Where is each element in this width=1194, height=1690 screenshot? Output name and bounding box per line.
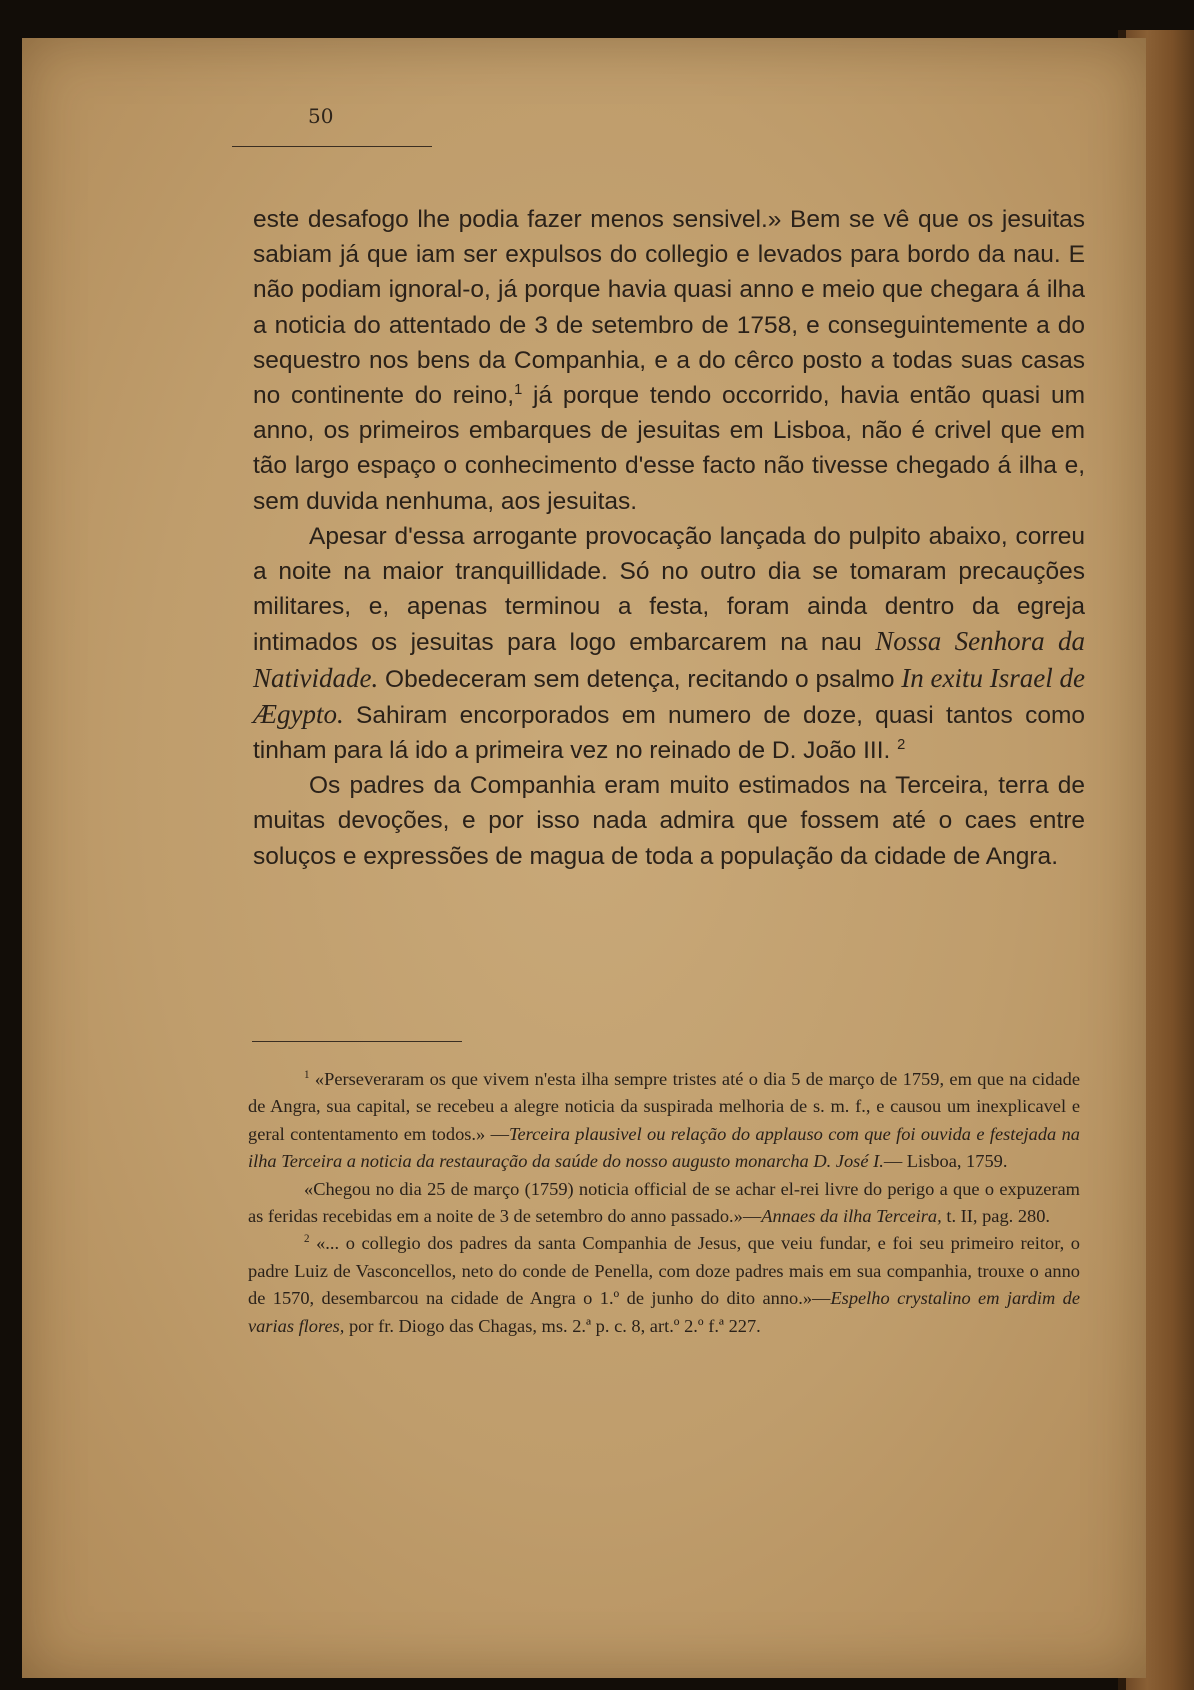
footnote-marker: 1 (304, 1068, 310, 1081)
paragraph-1 (253, 202, 1085, 519)
footnote-ref[interactable]: 1 (514, 381, 523, 398)
paragraph-2 (253, 519, 1085, 768)
footnote-source: Terceira plausivel ou relação do applauso com que foi ouvida e festejada na ilha Terceira a noticia da restauração da saúde do nosso augusto monarcha D. José I. (248, 1123, 1080, 1172)
footnote-source: Annaes da ilha Terceira, (761, 1206, 942, 1227)
footnote-text: por fr. Diogo das Chagas, ms. 2.ª p. c. 8, art.º 2.º f.ª 227. (344, 1315, 761, 1336)
footnote-text: «Perseveraram os que vivem n'esta ilha sempre tristes até o dia 5 de março de 1759, em que na cidade de Angra, sua capital, se recebeu a alegre noticia da suspirada melhoria de s. m. f., e causou um inexplicavel e geral contentamento em todos.» — (248, 1069, 1080, 1144)
footnote-text: «Chegou no dia 25 de março (1759) noticia official de se achar el-rei livre do perigo a que o expuzeram as feridas recebidas em a noite de 3 de setembro do anno passado.»— (248, 1178, 1080, 1227)
footnote-1-cont (248, 1176, 1080, 1231)
footnote-source: Espelho crystalino em jardim de varias flores, (248, 1288, 1080, 1336)
footnote-1 (248, 1066, 1080, 1176)
header-rule (232, 146, 432, 147)
footnote-ref[interactable]: 2 (897, 736, 906, 753)
page-number: 50 (308, 104, 334, 128)
paragraph-text: Obedeceram sem detença, recitando o psalmo (378, 665, 902, 693)
paragraph-text: Apesar d'essa arrogante provocação lançada do pulpito abaixo, correu a noite na maior tranquillidade. Só no outro dia se tomaram precauções militares, e, apenas terminou a festa, foram ainda dentro da egreja intimados os jesuitas para logo embarcarem na nau (253, 522, 1085, 657)
footnote-marker: 2 (304, 1233, 310, 1246)
paragraph-text: Sahiram encorporados em numero de doze, quasi tantos como tinham para lá ido a primeira vez no reinado de D. João III. (253, 701, 1085, 765)
psalm-title: In exitu Israel de Ægypto. (253, 662, 1086, 729)
paragraph-text: já porque tendo occorrido, havia então quasi um anno, os primeiros embarques de jesuitas em Lisboa, não é crivel que em tão largo espaço o conhecimento d'esse facto não tivesse chegado á ilha e, sem duvida nenhuma, aos jesuitas. (253, 382, 1085, 515)
paragraph-text: este desafogo lhe podia fazer menos sensivel.» Bem se vê que os jesuitas sabiam já que iam ser expulsos do collegio e levados para bordo da nau. E não podiam ignoral-o, já porque havia quasi anno e meio que chegara á ilha a noticia do attentado de 3 de setembro de 1758, e conseguintemente a do sequestro nos bens da Companhia, e a do cêrco posto a todas suas casas no continente do reino, (253, 206, 1085, 410)
main-text (253, 202, 1085, 874)
footnote-text: t. II, pag. 280. (941, 1206, 1051, 1227)
paragraph-3: Os padres da Companhia eram muito estimados na Terceira, terra de muitas devoções, e por isso nada admira que fossem até o caes entre soluços e expressões de magua de toda a população da cidade de Angra. (253, 772, 1085, 870)
footnote-text: — Lisboa, 1759. (883, 1151, 1008, 1172)
footnote-rule (252, 1041, 462, 1042)
ship-name: Nossa Senhora da Natividade. (253, 626, 1085, 693)
footnotes (248, 1066, 1080, 1340)
footnote-text: «... o collegio dos padres da santa Companhia de Jesus, que veiu fundar, e foi seu primeiro reitor, o padre Luiz de Vasconcellos, neto do conde de Penella, com doze padres mais em sua companhia, trouxe o anno de 1570, desembarcou na cidade de Angra o 1.º de junho do dito anno.»— (248, 1233, 1080, 1309)
footnote-2 (248, 1230, 1080, 1340)
